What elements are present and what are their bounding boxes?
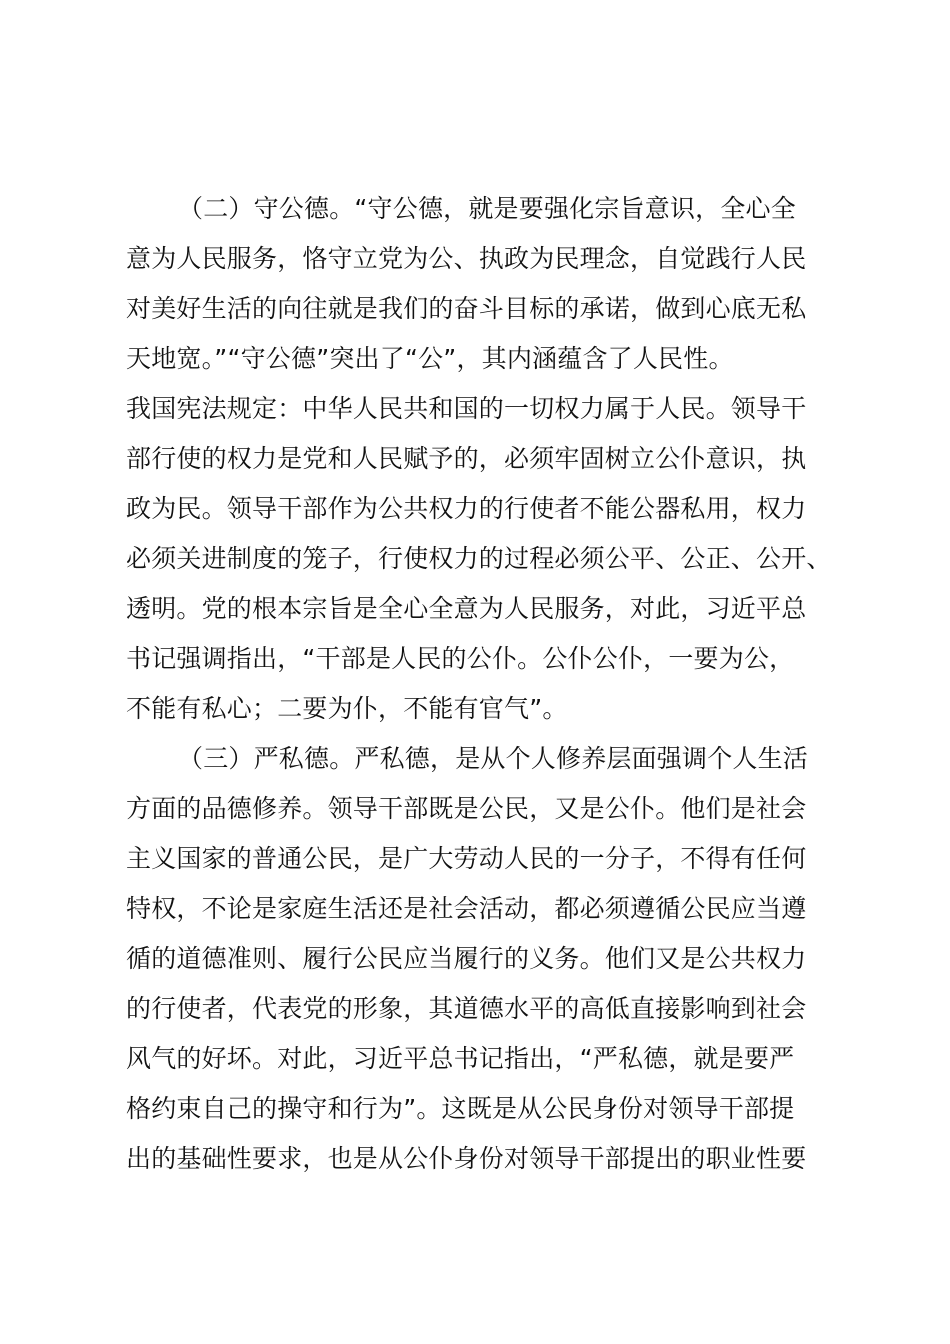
paragraph-line: （二）守公德。“守公德，就是要强化宗旨意识，全心全	[178, 194, 796, 223]
paragraph-line: 不能有私心；二要为仆，不能有官气”。	[126, 694, 568, 723]
paragraph-line: 的行使者，代表党的形象，其道德水平的高低直接影响到社会	[126, 994, 807, 1023]
document-body	[126, 184, 866, 1184]
paragraph-line: 部行使的权力是党和人民赋予的，必须牢固树立公仆意识，执	[126, 444, 807, 473]
paragraph-line: 对美好生活的向往就是我们的奋斗目标的承诺，做到心底无私	[126, 294, 807, 323]
paragraph-line: 我国宪法规定：中华人民共和国的一切权力属于人民。领导干	[126, 394, 807, 423]
paragraph-line: 必须关进制度的笼子，行使权力的过程必须公平、公正、公开、	[126, 544, 832, 573]
paragraph-line: 方面的品德修养。领导干部既是公民，又是公仆。他们是社会	[126, 794, 807, 823]
paragraph-line: 意为人民服务，恪守立党为公、执政为民理念，自觉践行人民	[126, 244, 807, 273]
paragraph-line: 书记强调指出，“干部是人民的公仆。公仆公仆，一要为公，	[126, 644, 795, 673]
paragraph-line: 风气的好坏。对此，习近平总书记指出，“严私德，就是要严	[126, 1044, 795, 1073]
paragraph-line: 格约束自己的操守和行为”。这既是从公民身份对领导干部提	[126, 1094, 795, 1123]
paragraph-line: 出的基础性要求，也是从公仆身份对领导干部提出的职业性要	[126, 1144, 807, 1173]
paragraph-section-three	[126, 734, 866, 1184]
paragraph-line: 循的道德准则、履行公民应当履行的义务。他们又是公共权力	[126, 944, 807, 973]
paragraph-line: 主义国家的普通公民，是广大劳动人民的一分子，不得有任何	[126, 844, 807, 873]
paragraph-line: 透明。党的根本宗旨是全心全意为人民服务，对此，习近平总	[126, 594, 807, 623]
paragraph-line: 政为民。领导干部作为公共权力的行使者不能公器私用，权力	[126, 494, 807, 523]
paragraph-line: 天地宽。”“守公德”突出了“公”，其内涵蕴含了人民性。	[126, 344, 734, 373]
paragraph-section-two	[126, 184, 866, 734]
paragraph-line: 特权，不论是家庭生活还是社会活动，都必须遵循公民应当遵	[126, 894, 807, 923]
paragraph-line: （三）严私德。严私德，是从个人修养层面强调个人生活	[178, 744, 809, 773]
